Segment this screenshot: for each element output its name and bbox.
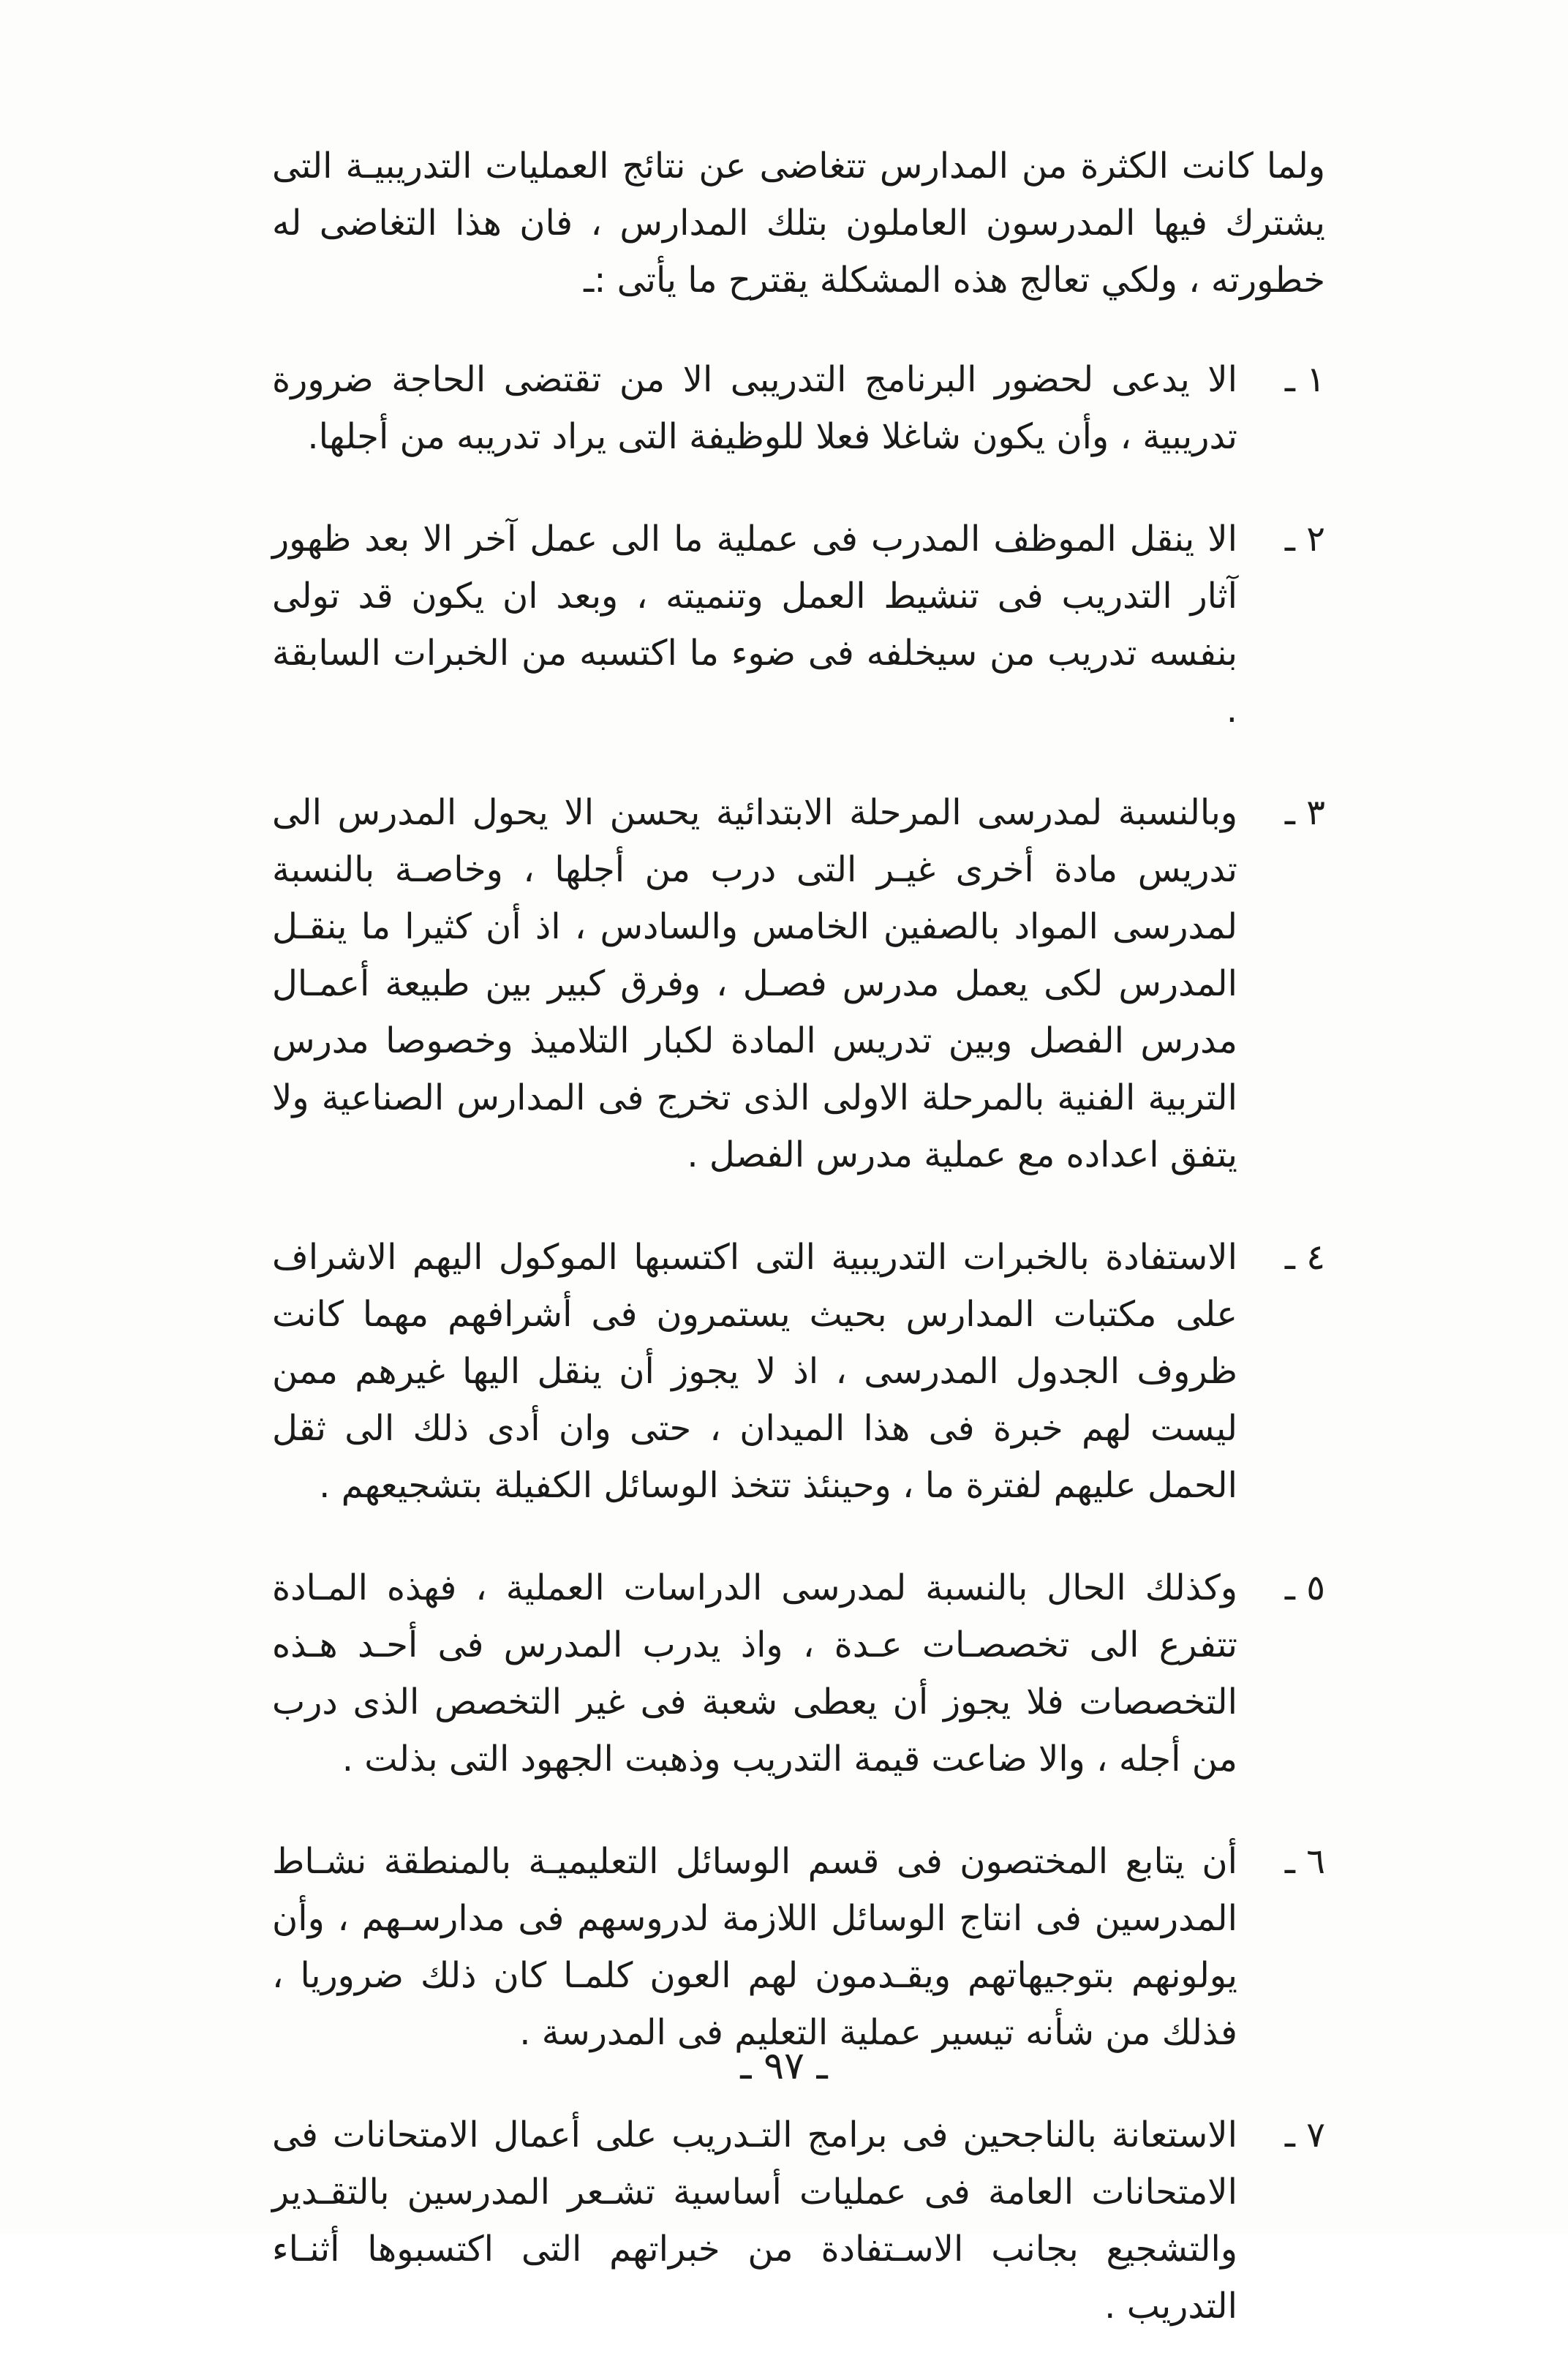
list-item-3 xyxy=(272,784,1325,1183)
item-number: ٥ ـ xyxy=(1284,1567,1325,1608)
item-number: ١ ـ xyxy=(1284,359,1325,400)
intro-paragraph: ولما كانت الكثرة من المدارس تتغاضى عن نتائج العمليات التدريبيـة التى يشترك فيها المدرسون العاملون بتلك المدارس ، فان هذا التغاضى له خطورته ، ولكي تعالج هذه المشكلة يقترح ما يأتى :ـ xyxy=(272,146,1325,301)
item-number: ٢ ـ xyxy=(1284,519,1325,560)
item-number: ٣ ـ xyxy=(1284,792,1325,833)
page-number: ـ ٩٧ ـ xyxy=(740,2044,828,2088)
item-text: الا ينقل الموظف المدرب فى عملية ما الى عمل آخر الا بعد ظهور آثار التدريب فى تنشيط العمل وتنميته ، وبعد ان يكون قد تولى بنفسه تدريب من سيخلفه فى ضوء ما اكتسبه من الخبرات السابقة . xyxy=(272,519,1237,731)
list-item-7 xyxy=(272,2106,1325,2335)
item-text: الاستفادة بالخبرات التدريبية التى اكتسبها الموكول اليهم الاشراف على مكتبات المدارس بحيث يستمرون فى أشرافهم مهما كانت ظروف الجدول المدرسى ، اذ لا يجوز أن ينقل اليها غيرهم ممن ليست لهم خبرة فى هذا الميدان ، حتى وان أدى ذلك الى ثقل الحمل عليهم لفترة ما ، وحينئذ تتخذ الوسائل الكفيلة بتشجيعهم . xyxy=(272,1237,1237,1506)
list-item-2 xyxy=(272,511,1325,739)
item-number: ٦ ـ xyxy=(1284,1841,1325,1882)
item-text: الاستعانة بالناجحين فى برامج التـدريب على أعمال الامتحانات فى الامتحانات العامة فى عمليات أساسية تشـعر المدرسين بالتقـدير والتشجيع بجانب الاسـتفادة من خبراتهم التى اكتسبوها أثنـاء التدريب . xyxy=(272,2114,1237,2327)
item-text: وبالنسبة لمدرسى المرحلة الابتدائية يحسن الا يحول المدرس الى تدريس مادة أخرى غيـر التى درب من أجلها ، وخاصـة بالنسبة لمدرسى المواد بالصفين الخامس والسادس ، اذ أن كثيرا ما ينقـل المدرس لكى يعمل مدرس فصـل ، وفرق كبير بين طبيعة أعمـال مدرس الفصل وبين تدريس المادة لكبار التلاميذ وخصوصا مدرس التربية الفنية بالمرحلة الاولى الذى تخرج فى المدارس الصناعية ولا يتفق اعداده مع عملية مدرس الفصل . xyxy=(272,792,1237,1175)
list-item-1 xyxy=(272,351,1325,465)
item-number: ٧ ـ xyxy=(1284,2114,1325,2155)
list-item-4 xyxy=(272,1229,1325,1514)
item-text: وكذلك الحال بالنسبة لمدرسى الدراسات العملية ، فهذه المـادة تتفرع الى تخصصـات عـدة ، واذ يدرب المدرس فى أحـد هـذه التخصصات فلا يجوز أن يعطى شعبة فى غير التخصص الذى درب من أجله ، والا ضاعت قيمة التدريب وذهبت الجهود التى بذلت . xyxy=(272,1567,1237,1780)
item-number: ٤ ـ xyxy=(1284,1237,1325,1278)
list-item-5 xyxy=(272,1559,1325,1788)
list-item-6 xyxy=(272,1833,1325,2061)
item-text: أن يتابع المختصون فى قسم الوسائل التعليميـة بالمنطقة نشـاط المدرسين فى انتاج الوسائل اللازمة لدروسهم فى مدارسـهم ، وأن يولونهم بتوجيهاتهم ويقـدمون لهم العون كلمـا كان ذلك ضروريا ، فذلك من شأنه تيسير عملية التعليم فى المدرسة . xyxy=(272,1841,1237,2053)
item-text: الا يدعى لحضور البرنامج التدريبى الا من تقتضى الحاجة ضرورة تدريبية ، وأن يكون شاغلا فعلا للوظيفة التى يراد تدريبه من أجلها. xyxy=(272,359,1237,457)
